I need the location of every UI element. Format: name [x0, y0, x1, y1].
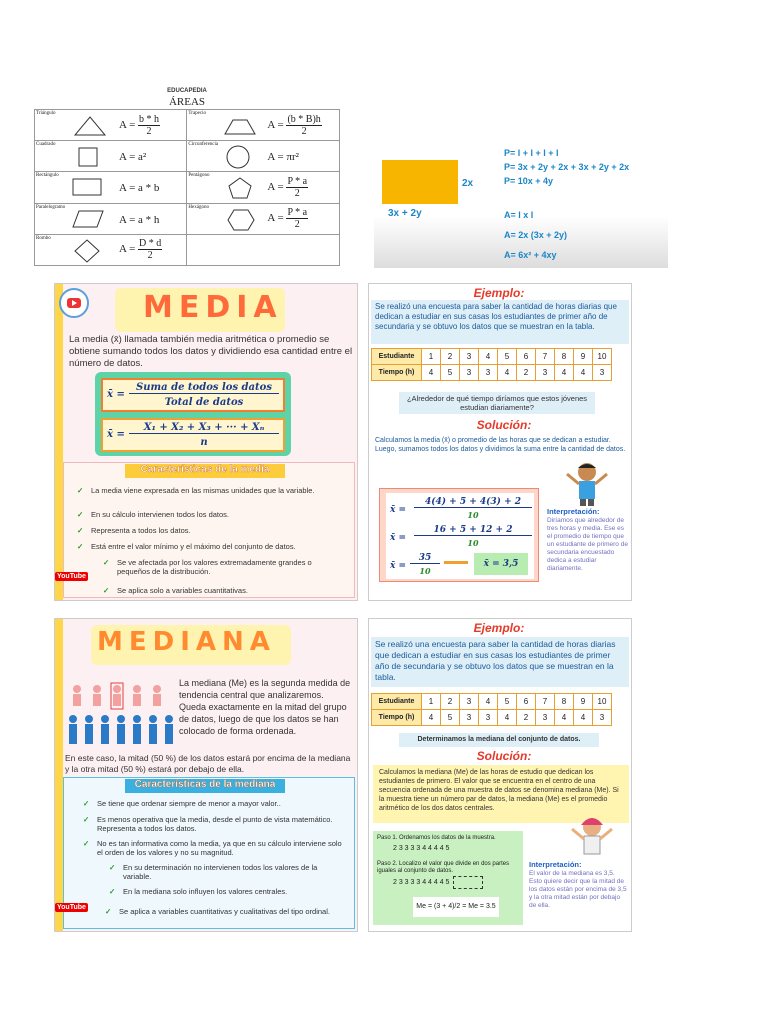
perim-line-1: P= l + l + l + l: [504, 148, 559, 158]
cell-rectangle: Rectángulo A = a * b: [35, 172, 187, 203]
hexagon-icon: [227, 208, 255, 232]
media-example-panel: [368, 283, 632, 601]
mediana-panel: MEDIANA La mediana (Me) es la segunda medida de tendencia central que analizaremos. Queda exactamente en la mitad del grupo de datos, luego de que los datos se han colocado de forma ordenada. En este caso, la mitad (50 %) de los datos estará por encima de la mediana y la otra mitad (50 %) estará por debajo de ella. Características de la mediana ✓ Se tiene que ordenar siempre de menor a mayor valor.. ✓ Es menos operativa que la media, desde el punto de vista matemático. Representa a todos los datos. ✓ No es tan informativa como la media, ya que en su cálculo interviene solo el orden de los valores y no su magnitud. ✓ En su determinación no intervienen todos los valores de la variable. ✓ En la mediana solo influyen los valores centrales. ✓ Se aplica a variables cuantitativas y cualitativas del tipo ordinal. YouTube: [54, 618, 358, 932]
interpretation: Interpretación: Diríamos que alrededor de tres horas y media. Ese es el promedio de tiempo que un estudiante de primero de secundaria encuestado dedica a estudiar diariamente.: [547, 507, 628, 572]
youtube-logo-icon: [59, 288, 89, 318]
areas-table: [34, 109, 340, 266]
side-height-label: 2x: [462, 178, 474, 189]
median-steps: Paso 1. Ordenamos los datos de la muestra. 2 3 3 3 3 4 4 4 4 5 Paso 2. Localizo el valor que divide en dos partes iguales al conjunto de datos. 2 3 3 3 3 4 4 4 4 5 Me = (3 + 4)/2 = Me = 3.5: [373, 831, 523, 925]
table-row: Tiempo (h) 4 5 3 3 4 2 3 4 4 3: [372, 710, 612, 726]
areas-title: ÁREAS: [168, 96, 206, 108]
cell-trapezoid: Trapecio A = $\frac{(b * B)h}{2}$: [187, 110, 340, 141]
formula-box-1: x̄ = Suma de todos los datos Total de datos: [101, 378, 285, 412]
mediana-title: MEDIANA: [97, 627, 276, 657]
solution-title: Solución:: [476, 749, 532, 763]
side-width-label: 3x + 2y: [388, 208, 422, 219]
triangle-icon: [73, 115, 107, 137]
rhombus-icon: [73, 238, 101, 264]
cell-parallelogram: Paralelogramo A = a * h: [35, 203, 187, 234]
student-girl-avatar-icon: [569, 813, 615, 859]
brand-label: EDUCAPEDIA: [167, 88, 207, 94]
cell-circle: Circunferencia A = πr²: [187, 141, 340, 172]
parallelogram-icon: [71, 209, 105, 231]
solution-text: Calculamos la mediana (Me) de las horas de estudio que dedican los estudiantes de primero. El valor que se encuentra en el centro de una secuencia ordenada de una muestra de datos se denomina mediana (Me). Si la muestra tiene un número par de datos, la mediana (Me) es el promedio aritmético de los dos datos centrales.: [373, 765, 629, 823]
area-line-1: A= l x l: [504, 210, 534, 220]
mediana-intro: La mediana (Me) es la segunda medida de tendencia central que analizaremos. Queda exactamente en la mitad del grupo de datos, luego de que los datos se han colocado de forma ordenada.: [179, 678, 351, 736]
cell-pentagon: Pentágono A = $\frac{P * a}{2}$: [187, 172, 340, 203]
cell-empty: [187, 234, 340, 265]
median-result-box: Me = (3 + 4)/2 = Me = 3.5: [413, 897, 499, 917]
youtube-badge: YouTube: [57, 904, 86, 911]
solution-text: Calculamos la media (x̄) o promedio de las horas que se dedican a estudiar. Luego, sumamos todos los datos y dividimos la suma entre la cantidad de datos.: [375, 437, 626, 453]
example-text: Se realizó una encuesta para saber la cantidad de horas diarias que dedican a estudiar en sus casas los estudiantes de primer año de secundaria y se obtuvo los datos que se muestran en la tabla.: [371, 637, 629, 687]
media-characteristics-title: Características de la media: [125, 464, 285, 478]
cell-hexagon: Hexágono A = $\frac{P * a}{2}$: [187, 203, 340, 234]
question-box: ¿Alrededor de qué tiempo diríamos que estos jóvenes estudian diariamente?: [399, 392, 595, 414]
trapezoid-icon: [223, 116, 257, 138]
cell-rhombus: Rombo A = $\frac{D * d}{2}$: [35, 234, 187, 265]
perim-line-3: P= 10x + 4y: [504, 176, 554, 186]
media-title: MEDIA: [143, 290, 283, 325]
media-panel: MEDIA La media (x̄) llamada también media aritmética o promedio se obtiene sumando todos los datos y dividiendo esa cantidad entre el número de datos. x̄ = Suma de todos los datos Total de datos x̄ = X₁ + X₂ + X₃ + ··· + Xₙ n Características de la media ✓ La media viene expresada en las mismas unidades que la variable. ✓ En su cálculo intervienen todos los datos. ✓ Representa a todos los datos. ✓ Está entre el valor mínimo y el máximo del conjunto de datos. ✓ Se ve afectada por los valores extremadamente grandes o pequeños de la distribución. ✓ Se aplica solo a variables cuantitativas. YouTube: [54, 283, 358, 601]
perimeter-section: [374, 120, 668, 268]
youtube-badge: YouTube: [57, 573, 86, 580]
determine-box: Determinamos la mediana del conjunto de datos.: [399, 733, 599, 747]
media-intro: La media (x̄) llamada también media aritmética o promedio se obtiene sumando todos los datos y dividiendo esa cantidad entre el número de datos.: [69, 334, 353, 369]
area-line-2: A= 2x (3x + 2y): [504, 230, 568, 240]
table-row: Estudiante 1 2 3 4 5 6 7 8 9 10: [372, 694, 612, 710]
formula-box-2: x̄ = X₁ + X₂ + X₃ + ··· + Xₙ n: [101, 418, 285, 452]
table-row: Estudiante 1 2 3 4 5 6 7 8 9 10: [372, 349, 612, 365]
example-title: Ejemplo:: [473, 621, 525, 635]
example-title: Ejemplo:: [473, 286, 525, 300]
people-median-icon: [65, 681, 175, 747]
data-table-mediana: [371, 693, 612, 726]
solution-title: Solución:: [476, 418, 532, 432]
solution-formulas: x̄ = 4(4) + 5 + 4(3) + 2 10 x̄ = 16 + 5 + 12 + 2 10 x̄ = 35 10 x̄ = 3,5: [379, 488, 539, 582]
mediana-example-panel: [368, 618, 632, 932]
cell-triangle: Triángulo A = $\frac{b * h}{2}$: [35, 110, 187, 141]
cell-square: Cuadrado A = a²: [35, 141, 187, 172]
example-text: Se realizó una encuesta para saber la cantidad de horas diarias que dedican a estudiar en sus casas los estudiantes de primer año de secundaria y se obtuvo los datos que se muestran en la tabla.: [371, 300, 629, 344]
circle-icon: [225, 144, 251, 170]
perim-line-2: P= 3x + 2y + 2x + 3x + 2y + 2x: [504, 162, 630, 172]
rectangle-icon: [71, 177, 105, 199]
student-avatar-icon: [565, 460, 609, 506]
table-row: Tiempo (h) 4 5 3 3 4 2 3 4 4 3: [372, 365, 612, 381]
square-icon: [77, 146, 101, 168]
data-table-media: [371, 348, 612, 381]
area-line-3: A= 6x² + 4xy: [504, 250, 557, 260]
result-box: x̄ = 3,5: [474, 553, 528, 575]
areas-table-section: [34, 88, 340, 266]
interpretation: Interpretación: El valor de la mediana es 3,5. Esto quiere decir que la mitad de los datos están por encima de 3,5 y la otra mitad están por debajo de ella.: [529, 860, 627, 909]
mediana-intro2: En este caso, la mitad (50 %) de los datos estará por encima de la mediana y la otra mitad (50 %) estará por debajo de ella.: [65, 753, 351, 774]
mediana-characteristics-title: Características de la mediana: [125, 779, 285, 793]
pentagon-icon: [227, 176, 253, 200]
rectangle-shape: [382, 160, 458, 204]
